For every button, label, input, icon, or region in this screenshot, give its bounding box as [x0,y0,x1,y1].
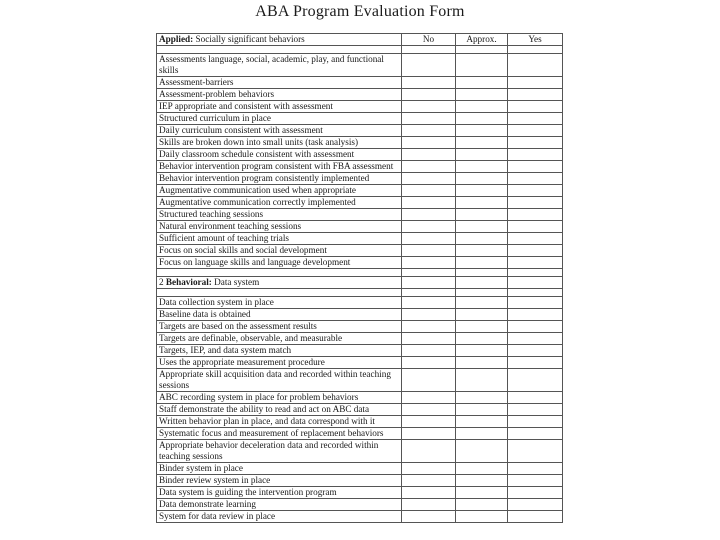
rating-cell-no[interactable] [402,125,456,137]
form-title: ABA Program Evaluation Form [255,3,465,20]
rating-cell-no[interactable] [402,221,456,233]
rating-cell-yes[interactable] [508,416,563,428]
table-row [157,161,563,173]
spacer-row [157,269,563,277]
evaluation-item-label: Baseline data is obtained [157,309,402,321]
rating-cell-approx[interactable] [456,499,508,511]
table-header-row [157,34,563,46]
rating-cell-approx[interactable] [456,54,508,77]
section2-number: 2 [159,277,166,287]
section2-items [157,297,563,523]
evaluation-item-label: Assessments language, social, academic, play, and functional skills [157,54,402,77]
rating-cell-yes[interactable] [508,309,563,321]
evaluation-item-label: Data demonstrate learning [157,499,402,511]
table-row [157,137,563,149]
evaluation-item-label: IEP appropriate and consistent with assessment [157,101,402,113]
evaluation-item-label: Daily curriculum consistent with assessment [157,125,402,137]
rating-cell-approx[interactable] [456,125,508,137]
table-row [157,416,563,428]
table-row [157,77,563,89]
rating-cell-no[interactable] [402,297,456,309]
evaluation-item-label: Targets are based on the assessment results [157,321,402,333]
rating-cell-yes[interactable] [508,440,563,463]
rating-cell-approx[interactable] [456,161,508,173]
rating-cell-no[interactable] [402,511,456,523]
evaluation-item-label: Binder system in place [157,463,402,475]
rating-cell-approx[interactable] [456,221,508,233]
rating-cell-approx[interactable] [456,149,508,161]
rating-cell-approx[interactable] [456,197,508,209]
table-row [157,54,563,77]
applied-description: Socially significant behaviors [193,34,305,44]
rating-cell-no[interactable] [402,137,456,149]
evaluation-item-label: Systematic focus and measurement of replacement behaviors [157,428,402,440]
table-row [157,245,563,257]
rating-cell-yes[interactable] [508,77,563,89]
rating-cell-no[interactable] [402,345,456,357]
rating-cell-approx[interactable] [456,173,508,185]
rating-cell-no[interactable] [402,113,456,125]
evaluation-item-label: Targets, IEP, and data system match [157,345,402,357]
evaluation-item-label: Binder review system in place [157,475,402,487]
table-row [157,428,563,440]
evaluation-item-label: Data collection system in place [157,297,402,309]
table-row [157,209,563,221]
rating-cell-no[interactable] [402,404,456,416]
rating-cell-no[interactable] [402,77,456,89]
rating-cell-yes[interactable] [508,89,563,101]
rating-cell-no[interactable] [402,161,456,173]
spacer-row [157,289,563,297]
table-row [157,404,563,416]
evaluation-item-label: Appropriate behavior deceleration data and recorded within teaching sessions [157,440,402,463]
rating-cell-approx[interactable] [456,475,508,487]
rating-cell-no[interactable] [402,149,456,161]
table-row [157,297,563,309]
rating-cell-no[interactable] [402,54,456,77]
rating-cell-yes[interactable] [508,221,563,233]
table-row [157,321,563,333]
rating-cell-no[interactable] [402,245,456,257]
table-row [157,233,563,245]
evaluation-item-label: Augmentative communication used when appropriate [157,185,402,197]
table-row [157,333,563,345]
rating-cell-approx[interactable] [456,369,508,392]
rating-cell-yes[interactable] [508,487,563,499]
table-row [157,369,563,392]
evaluation-item-label: Data system is guiding the intervention program [157,487,402,499]
evaluation-item-label: System for data review in place [157,511,402,523]
rating-cell-no[interactable] [402,185,456,197]
rating-cell-no[interactable] [402,321,456,333]
evaluation-item-label: Structured teaching sessions [157,209,402,221]
rating-cell-approx[interactable] [456,245,508,257]
rating-cell-yes[interactable] [508,209,563,221]
column-header-yes: Yes [508,34,563,46]
rating-cell-approx[interactable] [456,89,508,101]
table-row [157,357,563,369]
table-row [157,309,563,321]
applied-label: Applied: [159,34,194,44]
evaluation-item-label: Targets are definable, observable, and measurable [157,333,402,345]
table-row [157,511,563,523]
rating-cell-approx[interactable] [456,463,508,475]
rating-cell-yes[interactable] [508,185,563,197]
rating-cell-no[interactable] [402,369,456,392]
evaluation-item-label: Natural environment teaching sessions [157,221,402,233]
evaluation-item-label: Written behavior plan in place, and data correspond with it [157,416,402,428]
evaluation-table [156,33,563,523]
rating-cell-yes[interactable] [508,428,563,440]
rating-cell-approx[interactable] [456,487,508,499]
rating-cell-no[interactable] [402,499,456,511]
rating-cell-yes[interactable] [508,333,563,345]
rating-cell-no[interactable] [402,89,456,101]
evaluation-item-label: Behavior intervention program consistently implemented [157,173,402,185]
rating-cell-approx[interactable] [456,440,508,463]
rating-cell-approx[interactable] [456,185,508,197]
table-row [157,149,563,161]
table-row [157,89,563,101]
rating-cell-yes[interactable] [508,499,563,511]
applied-section-header [157,34,402,46]
evaluation-item-label: Structured curriculum in place [157,113,402,125]
rating-cell-approx[interactable] [456,357,508,369]
table-row [157,487,563,499]
table-row [157,392,563,404]
rating-cell-yes[interactable] [508,404,563,416]
section2-header-row [157,277,563,289]
rating-cell-yes[interactable] [508,511,563,523]
rating-cell-yes[interactable] [508,233,563,245]
rating-cell-approx[interactable] [456,297,508,309]
rating-cell-approx[interactable] [456,257,508,269]
rating-cell-yes[interactable] [508,113,563,125]
table-row [157,101,563,113]
rating-cell-approx[interactable] [456,333,508,345]
rating-cell-yes[interactable] [508,161,563,173]
table-row [157,463,563,475]
rating-cell-approx[interactable] [456,113,508,125]
evaluation-item-label: Augmentative communication correctly implemented [157,197,402,209]
evaluation-item-label: Assessment-problem behaviors [157,89,402,101]
table-row [157,345,563,357]
rating-cell-no[interactable] [402,440,456,463]
rating-cell-approx[interactable] [456,404,508,416]
table-row [157,475,563,487]
rating-cell-no[interactable] [402,463,456,475]
behavioral-section-header [157,277,402,289]
rating-cell-yes[interactable] [508,321,563,333]
evaluation-item-label: Skills are broken down into small units (task analysis) [157,137,402,149]
rating-cell-no[interactable] [402,428,456,440]
table-row [157,197,563,209]
section1-items [157,54,563,269]
rating-cell-approx[interactable] [456,137,508,149]
rating-cell-no[interactable] [402,309,456,321]
rating-cell-approx[interactable] [456,233,508,245]
rating-cell-yes[interactable] [508,369,563,392]
rating-cell-no[interactable] [402,173,456,185]
rating-cell-no[interactable] [402,233,456,245]
rating-cell-yes[interactable] [508,54,563,77]
rating-cell-yes[interactable] [508,463,563,475]
rating-cell-yes[interactable] [508,345,563,357]
evaluation-item-label: Assessment-barriers [157,77,402,89]
table-row [157,257,563,269]
rating-cell-no[interactable] [402,487,456,499]
rating-cell-approx[interactable] [456,101,508,113]
evaluation-item-label: ABC recording system in place for problem behaviors [157,392,402,404]
rating-cell-yes[interactable] [508,357,563,369]
evaluation-item-label: Uses the appropriate measurement procedure [157,357,402,369]
rating-cell-approx[interactable] [456,416,508,428]
rating-cell-approx[interactable] [456,345,508,357]
table-row [157,185,563,197]
spacer-row [157,46,563,54]
rating-cell-no[interactable] [402,475,456,487]
evaluation-item-label: Appropriate skill acquisition data and recorded within teaching sessions [157,369,402,392]
column-header-approx: Approx. [456,34,508,46]
evaluation-item-label: Focus on language skills and language development [157,257,402,269]
rating-cell-no[interactable] [402,416,456,428]
rating-cell-approx[interactable] [456,209,508,221]
rating-cell-yes[interactable] [508,245,563,257]
table-row [157,173,563,185]
evaluation-item-label: Staff demonstrate the ability to read and act on ABC data [157,404,402,416]
rating-cell-no[interactable] [402,357,456,369]
rating-cell-approx[interactable] [456,511,508,523]
table-row [157,499,563,511]
rating-cell-yes[interactable] [508,257,563,269]
rating-cell-approx[interactable] [456,309,508,321]
rating-cell-approx[interactable] [456,428,508,440]
rating-cell-yes[interactable] [508,297,563,309]
rating-cell-no[interactable] [402,257,456,269]
rating-cell-yes[interactable] [508,125,563,137]
rating-cell-no[interactable] [402,209,456,221]
rating-cell-no[interactable] [402,197,456,209]
rating-cell-yes[interactable] [508,197,563,209]
table-row [157,440,563,463]
rating-cell-no[interactable] [402,101,456,113]
rating-cell-yes[interactable] [508,101,563,113]
rating-cell-no[interactable] [402,333,456,345]
rating-cell-yes[interactable] [508,149,563,161]
rating-cell-approx[interactable] [456,321,508,333]
rating-cell-yes[interactable] [508,173,563,185]
rating-cell-yes[interactable] [508,137,563,149]
behavioral-description: Data system [211,277,260,287]
rating-cell-yes[interactable] [508,475,563,487]
table-row [157,125,563,137]
evaluation-item-label: Daily classroom schedule consistent with assessment [157,149,402,161]
rating-cell-approx[interactable] [456,392,508,404]
evaluation-item-label: Focus on social skills and social development [157,245,402,257]
evaluation-item-label: Sufficient amount of teaching trials [157,233,402,245]
table-row [157,221,563,233]
column-header-no: No [402,34,456,46]
rating-cell-approx[interactable] [456,77,508,89]
evaluation-item-label: Behavior intervention program consistent with FBA assessment [157,161,402,173]
rating-cell-yes[interactable] [508,392,563,404]
rating-cell-no[interactable] [402,392,456,404]
behavioral-label: Behavioral: [165,277,212,287]
table-row [157,113,563,125]
